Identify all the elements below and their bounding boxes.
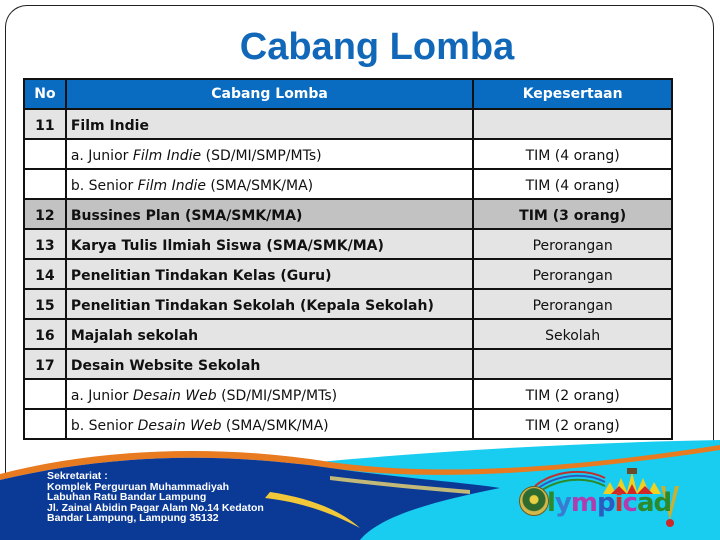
address-line: Bandar Lampung, Lampung 35132 (47, 512, 219, 524)
page-title: Cabang Lomba (239, 26, 515, 68)
row-number: 11 (24, 109, 66, 139)
address-line: Labuhan Ratu Bandar Lampung (47, 491, 207, 503)
table-row (24, 319, 672, 349)
row-participation: TIM (3 orang) (473, 199, 672, 229)
row-branch-italic: Desain Web (137, 418, 222, 434)
row-branch-prefix: b. Senior (70, 178, 138, 194)
row-branch-prefix: a. Junior (70, 388, 133, 404)
table-row (24, 109, 672, 139)
row-branch-suffix: (SD/MI/SMP/MTs) (201, 148, 322, 164)
row-number: 15 (24, 289, 66, 319)
logo-letter: c (622, 488, 637, 518)
muhammadiyah-emblem-icon (519, 486, 549, 516)
row-number (24, 139, 66, 169)
logo-letter: p (596, 488, 615, 518)
row-participation: TIM (4 orang) (473, 169, 672, 199)
row-participation: Perorangan (473, 259, 672, 289)
row-participation (473, 349, 672, 379)
header-participation: Kepesertaan (473, 79, 672, 109)
row-number: 14 (24, 259, 66, 289)
header-branch: Cabang Lomba (66, 79, 473, 109)
logo-letter: d (653, 488, 672, 518)
row-number (24, 169, 66, 199)
row-branch-prefix: a. Junior (70, 148, 133, 164)
row-participation: Sekolah (473, 319, 672, 349)
row-branch-prefix: b. Senior (70, 418, 138, 434)
row-participation: TIM (2 orang) (473, 379, 672, 409)
table-row (24, 349, 672, 379)
row-number (24, 379, 66, 409)
olympicad-logo (515, 468, 680, 530)
address-line: Sekretariat : (47, 470, 108, 482)
row-branch-suffix: (SD/MI/SMP/MTs) (216, 388, 338, 404)
row-branch: Penelitian Tindakan Sekolah (Kepala Sekolah) (66, 289, 473, 319)
table-row (24, 229, 672, 259)
competition-table (23, 78, 673, 440)
row-participation: TIM (4 orang) (473, 139, 672, 169)
row-participation (473, 109, 672, 139)
logo-letter: y (554, 488, 571, 518)
row-branch-suffix: (SMA/SMK/MA) (221, 418, 329, 434)
row-branch: Film Indie (66, 109, 473, 139)
logo-letter: l (547, 488, 555, 518)
logo-wordmark (547, 490, 671, 516)
row-branch-italic: Film Indie (137, 178, 206, 194)
row-branch-suffix: (SMA/SMK/MA) (205, 178, 314, 194)
table-header-row (24, 79, 672, 109)
row-number (24, 409, 66, 439)
row-number: 16 (24, 319, 66, 349)
logo-letter: m (570, 488, 597, 518)
address-line: Jl. Zainal Abidin Pagar Alam No.14 Kedaton (47, 501, 264, 514)
row-branch: Desain Website Sekolah (66, 349, 473, 379)
row-branch: Karya Tulis Ilmiah Siswa (SMA/SMK/MA) (66, 229, 473, 259)
row-number: 12 (24, 199, 66, 229)
row-number: 17 (24, 349, 66, 379)
row-participation: TIM (2 orang) (473, 409, 672, 439)
table-row (24, 199, 672, 229)
row-branch (66, 409, 473, 439)
table-row (24, 409, 672, 439)
row-branch (66, 169, 473, 199)
table-row (24, 379, 672, 409)
row-participation: Perorangan (473, 229, 672, 259)
row-branch: Majalah sekolah (66, 319, 473, 349)
row-branch: Bussines Plan (SMA/SMK/MA) (66, 199, 473, 229)
secretariat-address (47, 471, 264, 524)
table-row (24, 169, 672, 199)
table-row (24, 139, 672, 169)
row-branch: Penelitian Tindakan Kelas (Guru) (66, 259, 473, 289)
row-branch-italic: Desain Web (132, 388, 217, 404)
row-branch (66, 379, 473, 409)
row-branch (66, 139, 473, 169)
address-line: Komplek Perguruan Muhammadiyah (47, 480, 230, 493)
header-no: No (24, 79, 66, 109)
row-branch-italic: Film Indie (132, 148, 202, 164)
row-participation: Perorangan (473, 289, 672, 319)
row-number: 13 (24, 229, 66, 259)
logo-letter: a (636, 488, 654, 518)
table-row (24, 289, 672, 319)
logo-letter: i (614, 488, 623, 518)
table-row (24, 259, 672, 289)
